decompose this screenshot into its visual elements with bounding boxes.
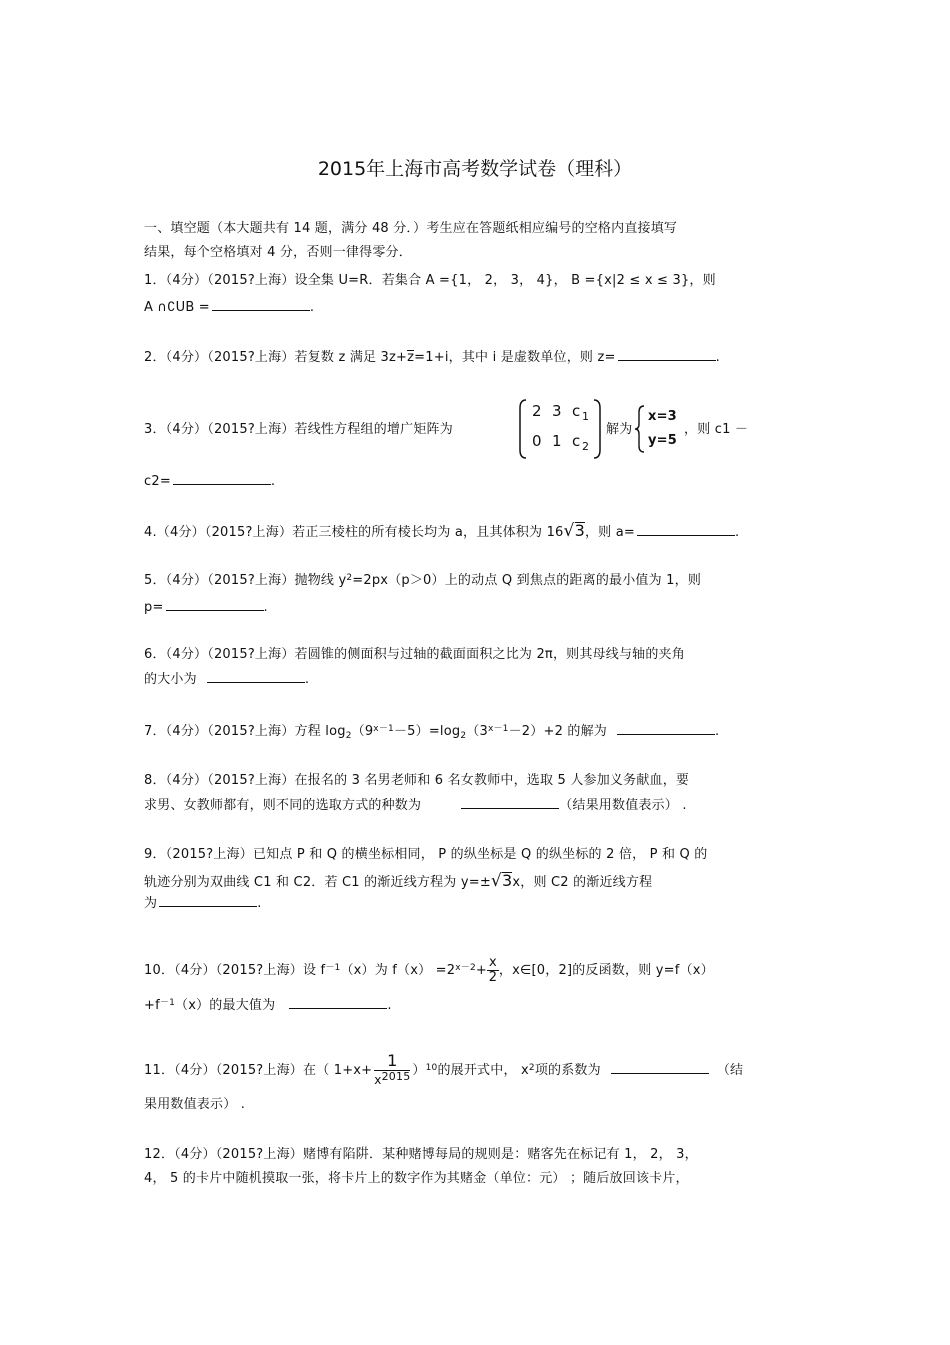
question-11-line2: 果用数值表示） .: [144, 1097, 246, 1112]
question-7-text-b: （9: [351, 724, 374, 739]
question-12-line2: 4， 5 的卡片中随机摸取一张，将卡片上的数字作为其赌金（单位：元） ；随后放回该卡片，: [144, 1171, 689, 1186]
exponent: x－2: [455, 963, 476, 973]
answer-blank: [617, 722, 715, 735]
question-8-line1: 8．（4分）（2015?上海）在报名的 3 名男老师和 6 名女教师中，选取 5 人参加义务献血，要: [144, 773, 690, 788]
exponent: x－1: [373, 724, 394, 734]
question-8-line2: [144, 796, 687, 815]
exponent: －1: [159, 998, 176, 1008]
conjugate-z: z: [407, 350, 415, 365]
question-1-line1: 1．（4分）（2015?上海）设全集 U=R．若集合 A ={1， 2， 3， 4}， B ={x|2 ≤ x ≤ 3}，则: [144, 273, 716, 288]
sqrt-sign: √: [563, 521, 575, 541]
question-2-text-a: 2．（4分）（2015?上海）若复数 z 满足 3z+: [144, 350, 408, 365]
matrix-cell-13: c: [572, 402, 581, 420]
answer-blank: [166, 598, 264, 611]
question-3-expr: c2=: [144, 474, 171, 489]
matrix-cell-22: 1: [552, 432, 562, 450]
question-4-text-a: 4.（4分）（2015?上海）若正三棱柱的所有棱长均为 a，且其体积为 16: [144, 525, 564, 540]
answer-blank: [207, 670, 305, 683]
question-5-text-b: =2px（p＞0）上的动点 Q 到焦点的距离的最小值为 1，则: [352, 573, 702, 588]
question-5-text-a: 5．（4分）（2015?上海）抛物线 y: [144, 573, 347, 588]
exponent: －1: [325, 963, 341, 973]
question-9-text-b: x，则 C2 的渐近线方程: [512, 875, 653, 890]
curly-brace: [634, 404, 646, 454]
question-10-text-a: 10．（4分）（2015?上海）设 f: [144, 963, 326, 978]
answer-blank: [618, 348, 716, 361]
question-7-text-c: －5）=log: [393, 724, 461, 739]
question-5-line1: [144, 572, 701, 590]
question-6-line1: 6．（4分）（2015?上海）若圆锥的侧面积与过轴的截面面积之比为 2π，则其母线与轴的夹角: [144, 647, 685, 662]
question-11-text-b: 的展开式中， x: [437, 1063, 529, 1078]
section-intro-line1: 一、填空题（本大题共有 14 题，满分 48 分．）考生应在答题纸相应编号的空格内直接填写: [144, 221, 678, 236]
question-3-solve: 解为: [606, 422, 633, 437]
question-9-line2: [144, 872, 652, 892]
question-4-text-b: ，则 a=: [584, 525, 635, 540]
question-3-tail: ，则 c1 －: [684, 422, 749, 437]
augmented-matrix: [518, 398, 602, 460]
log-base: 2: [345, 731, 352, 741]
matrix-cell-23-sub: 2: [582, 440, 590, 453]
answer-blank: [173, 472, 271, 485]
question-2-text-b: =1+i，其中 i 是虚数单位，则 z=: [414, 350, 616, 365]
solution-system: [634, 404, 682, 454]
question-12-line1: 12．（4分）（2015?上海）赌博有陷阱．某种赌博每局的规则是：赌客先在标记有 1， 2， 3，: [144, 1147, 698, 1162]
sqrt-radicand: 3: [501, 871, 513, 890]
denominator: 2: [488, 970, 498, 985]
question-11-text-a: 11．（4分）（2015?上海）在（ 1+x+: [144, 1063, 373, 1078]
question-5-line2: p= .: [144, 600, 268, 615]
question-7: 7．（4分）（2015?上海）方程 $\log_2(9^{x-1}-5)=\log_2(3^{x-1}-2)+2$ 的解为 .: [144, 724, 720, 741]
answer-blank: [289, 996, 387, 1009]
sqrt-sign: √: [490, 871, 502, 891]
question-9-text-c: 为: [144, 896, 158, 911]
question-11-text-c: 项的系数为: [534, 1063, 601, 1078]
question-6-line2: 的大小为 .: [144, 672, 310, 687]
denominator: [374, 1071, 410, 1089]
answer-blank: [611, 1061, 709, 1074]
plus-sign: +: [475, 963, 487, 978]
question-11-line1: [144, 1052, 743, 1089]
question-10-line2: $+f^{-1}(x)$的最大值为 .: [144, 998, 392, 1013]
question-8-text-b: （结果用数值表示） .: [559, 798, 687, 813]
log-base: 2: [460, 731, 467, 741]
question-7-text-a: 7．（4分）（2015?上海）方程 log: [144, 724, 346, 739]
question-9-text-a: 轨迹分别为双曲线 C1 和 C2．若 C1 的渐近线方程为 y=: [144, 875, 480, 890]
exponent: 2: [528, 1063, 535, 1073]
page-title: 2015年上海市高考数学试卷（理科）: [317, 158, 633, 180]
question-10-text-b: （x）为 f（x） =2: [340, 963, 456, 978]
question-9-line1: 9．（2015?上海）已知点 P 和 Q 的横坐标相同， P 的纵坐标是 Q 的纵坐标的 2 倍， P 和 Q 的: [144, 847, 708, 862]
question-10-line1: [144, 956, 714, 985]
sqrt-radicand: 3: [574, 521, 585, 540]
question-10-text-e: （x）的最大值为: [175, 998, 276, 1013]
exponent: 2015: [381, 1070, 411, 1083]
answer-blank: [212, 298, 310, 311]
plus-minus: ±: [479, 875, 491, 890]
exponent: 2: [346, 573, 353, 583]
question-9-line3: 为 .: [144, 896, 262, 911]
matrix-cell-23: c: [572, 432, 581, 450]
question-7-text-d: （3: [466, 724, 488, 739]
question-2: 2．（4分）（2015?上海）若复数 z 满足 3z+z=1+i，其中 i 是虚数单位，则 z= .: [144, 350, 720, 365]
question-11-text-d: （结: [716, 1063, 744, 1078]
question-1-expr: A ∩∁UB =: [144, 300, 210, 315]
matrix-cell-12: 3: [552, 402, 562, 420]
denominator-base: x: [374, 1073, 382, 1087]
question-7-text-e: －2）+2 的解为: [508, 724, 607, 739]
question-5-expr: p=: [144, 600, 164, 615]
answer-blank: [637, 523, 735, 536]
exponent: 10: [425, 1063, 438, 1073]
numerator: x: [489, 955, 497, 970]
question-6-text: 的大小为: [144, 672, 197, 687]
fraction-x-over-2: [487, 956, 499, 985]
matrix-cell-21: 0: [532, 432, 542, 450]
answer-blank: [461, 796, 559, 809]
question-3-line2: c2= .: [144, 474, 276, 489]
question-3-text: 3．（4分）（2015?上海）若线性方程组的增广矩阵为: [144, 422, 453, 437]
solution-x: x=3: [648, 409, 677, 424]
question-10-text-c: ，x∈[0，2]的反函数，则 y=f（x）: [498, 963, 714, 978]
solution-y: y=5: [648, 433, 678, 448]
question-10-text-d: +f: [144, 998, 160, 1013]
fraction-1-over-x2015: [374, 1052, 410, 1089]
answer-blank: [159, 894, 257, 907]
question-4: 4.（4分）（2015?上海）若正三棱柱的所有棱长均为 a，且其体积为 16√3，则 a= .: [144, 521, 740, 541]
matrix-cell-11: 2: [532, 402, 542, 420]
numerator: 1: [374, 1052, 410, 1071]
close-paren: ）: [412, 1063, 426, 1078]
matrix-cell-13-sub: 1: [582, 410, 590, 423]
section-intro-line2: 结果，每个空格填对 4 分，否则一律得零分．: [144, 245, 412, 260]
question-8-text-a: 求男、女教师都有，则不同的选取方式的种数为: [144, 798, 422, 813]
exponent: x－1: [487, 724, 509, 734]
question-1-line2: A ∩∁UB = .: [144, 300, 315, 315]
